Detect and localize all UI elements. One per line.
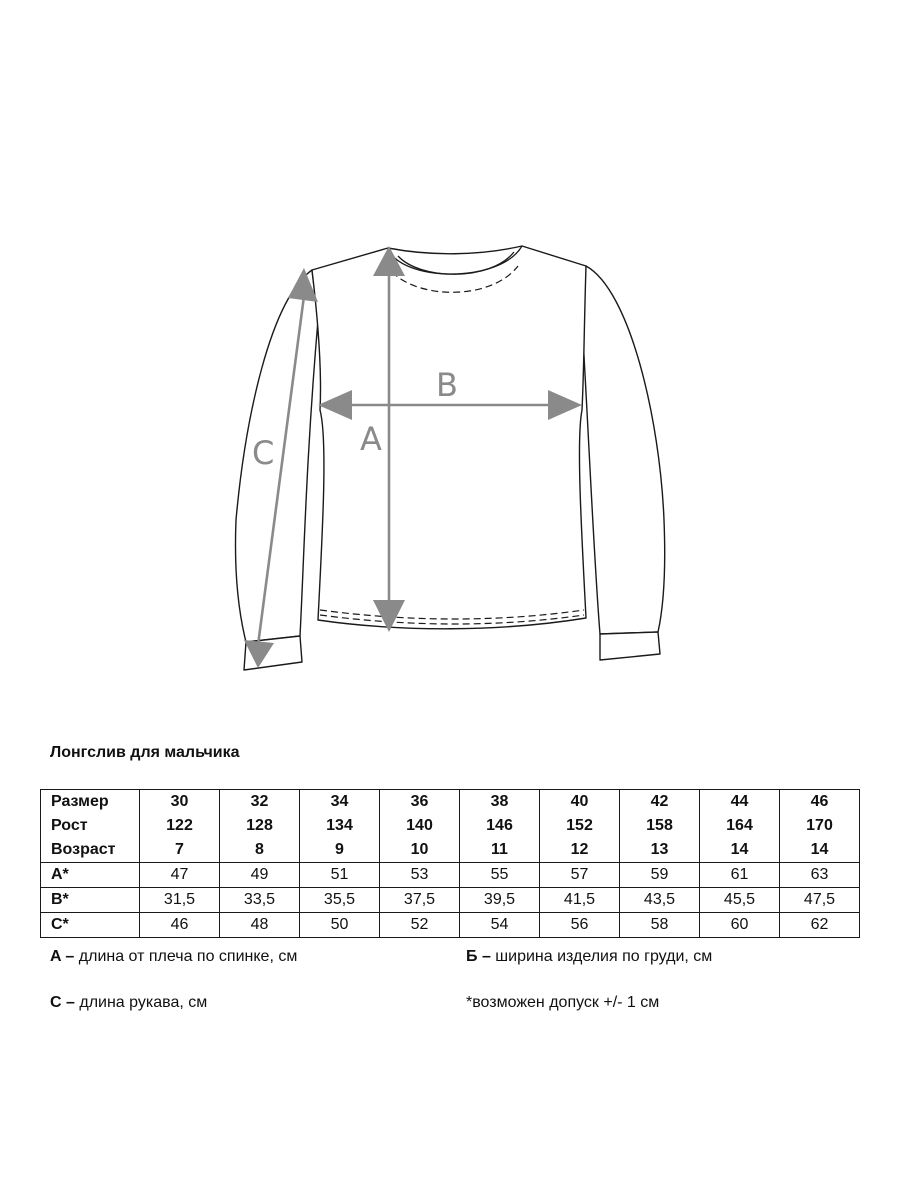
table-cell: 56 xyxy=(540,913,620,938)
table-cell: 128 xyxy=(220,814,300,838)
table-cell: 59 xyxy=(620,863,700,888)
table-cell: 46 xyxy=(140,913,220,938)
measure-c-label: C xyxy=(252,434,275,472)
table-cell: 9 xyxy=(300,838,380,863)
row-label: B* xyxy=(41,888,140,913)
row-label: Размер xyxy=(41,790,140,815)
table-cell: 11 xyxy=(460,838,540,863)
table-cell: 13 xyxy=(620,838,700,863)
table-cell: 63 xyxy=(780,863,860,888)
table-cell: 47,5 xyxy=(780,888,860,913)
table-cell: 58 xyxy=(620,913,700,938)
table-cell: 61 xyxy=(700,863,780,888)
table-cell: 14 xyxy=(780,838,860,863)
table-header-row xyxy=(41,790,860,815)
table-cell: 146 xyxy=(460,814,540,838)
size-table xyxy=(40,789,860,938)
table-cell: 46 xyxy=(780,790,860,815)
left-sleeve xyxy=(235,270,318,642)
table-cell: 32 xyxy=(220,790,300,815)
table-cell: 39,5 xyxy=(460,888,540,913)
garment-body xyxy=(312,246,586,629)
table-cell: 45,5 xyxy=(700,888,780,913)
table-cell: 41,5 xyxy=(540,888,620,913)
table-row xyxy=(41,888,860,913)
table-cell: 33,5 xyxy=(220,888,300,913)
table-cell: 36 xyxy=(380,790,460,815)
table-cell: 8 xyxy=(220,838,300,863)
table-cell: 51 xyxy=(300,863,380,888)
table-cell: 52 xyxy=(380,913,460,938)
measure-b-label: B xyxy=(436,366,458,404)
table-cell: 48 xyxy=(220,913,300,938)
tolerance-note: *возможен допуск +/- 1 см xyxy=(466,994,660,1011)
table-cell: 47 xyxy=(140,863,220,888)
table-cell: 44 xyxy=(700,790,780,815)
legend-b-text: ширина изделия по груди, см xyxy=(495,948,713,965)
table-cell: 30 xyxy=(140,790,220,815)
legend-b xyxy=(466,948,712,966)
legend-b-key: Б – xyxy=(466,948,491,965)
table-row xyxy=(41,913,860,938)
table-cell: 134 xyxy=(300,814,380,838)
legend-c-key: C – xyxy=(50,994,75,1011)
table-header-row xyxy=(41,814,860,838)
product-title: Лонгслив для мальчика xyxy=(50,744,240,761)
table-cell: 42 xyxy=(620,790,700,815)
table-cell: 50 xyxy=(300,913,380,938)
table-header-row xyxy=(41,838,860,863)
table-cell: 7 xyxy=(140,838,220,863)
legend-a-text: длина от плеча по спинке, см xyxy=(78,948,298,965)
table-cell: 158 xyxy=(620,814,700,838)
right-cuff xyxy=(600,632,660,660)
legend-c-text: длина рукава, см xyxy=(79,994,208,1011)
table-row xyxy=(41,863,860,888)
table-cell: 54 xyxy=(460,913,540,938)
table-cell: 14 xyxy=(700,838,780,863)
table-cell: 152 xyxy=(540,814,620,838)
table-cell: 57 xyxy=(540,863,620,888)
table-cell: 34 xyxy=(300,790,380,815)
right-sleeve xyxy=(582,266,665,634)
table-cell: 140 xyxy=(380,814,460,838)
table-cell: 10 xyxy=(380,838,460,863)
measure-a-label: A xyxy=(360,420,382,458)
table-cell: 38 xyxy=(460,790,540,815)
legend-c xyxy=(50,994,207,1012)
row-label: A* xyxy=(41,863,140,888)
table-cell: 164 xyxy=(700,814,780,838)
legend-a-key: A – xyxy=(50,948,75,965)
table-cell: 31,5 xyxy=(140,888,220,913)
table-cell: 60 xyxy=(700,913,780,938)
legend-a xyxy=(50,948,297,966)
table-cell: 122 xyxy=(140,814,220,838)
table-cell: 40 xyxy=(540,790,620,815)
table-cell: 43,5 xyxy=(620,888,700,913)
row-label: C* xyxy=(41,913,140,938)
row-label: Рост xyxy=(41,814,140,838)
row-label: Возраст xyxy=(41,838,140,863)
table-cell: 55 xyxy=(460,863,540,888)
table-cell: 37,5 xyxy=(380,888,460,913)
table-cell: 12 xyxy=(540,838,620,863)
table-cell: 170 xyxy=(780,814,860,838)
table-cell: 35,5 xyxy=(300,888,380,913)
table-cell: 49 xyxy=(220,863,300,888)
table-cell: 53 xyxy=(380,863,460,888)
table-cell: 62 xyxy=(780,913,860,938)
